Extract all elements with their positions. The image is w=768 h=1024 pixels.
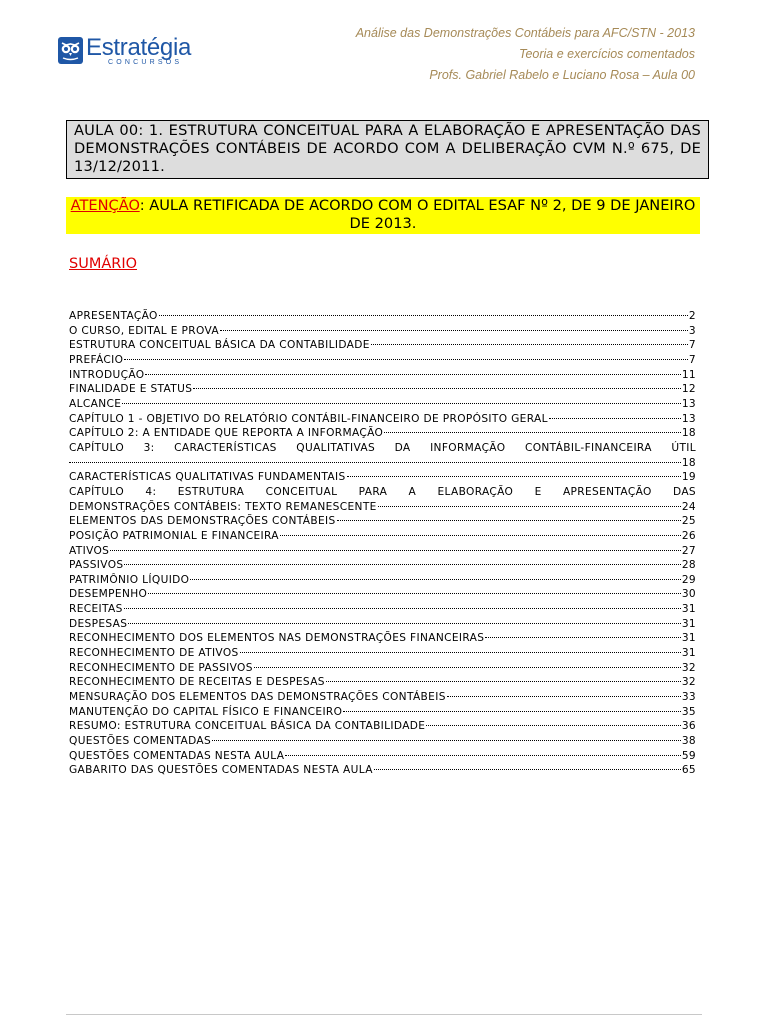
summary-title: SUMÁRIO [69,256,138,272]
toc-item[interactable] [69,734,696,749]
toc-item[interactable] [69,602,696,617]
toc-leader-dots [343,711,681,712]
toc-item-title: GABARITO DAS QUESTÕES COMENTADAS NESTA AULA [69,764,373,777]
toc-item-page: 32 [681,676,696,689]
logo-name: Estratégia [86,34,192,61]
toc-item-page: 31 [681,647,696,660]
toc-item[interactable] [69,544,696,559]
toc-item[interactable] [69,719,696,734]
toc-leader-dots [190,579,680,580]
toc-item-page: 7 [688,339,696,352]
toc-item-title: ELEMENTOS DAS DEMONSTRAÇÕES CONTÁBEIS [69,515,336,528]
owl-icon [58,37,83,64]
toc-item-title: ESTRUTURA CONCEITUAL BÁSICA DA CONTABILIDADE [69,339,370,352]
header-authors: Profs. Gabriel Rabelo e Luciano Rosa – Aula 00 [429,68,695,82]
toc-item-page: 36 [681,720,696,733]
toc-item[interactable] [69,617,696,632]
toc-item[interactable] [69,646,696,661]
toc-item-title: RESUMO: ESTRUTURA CONCEITUAL BÁSICA DA CONTABILIDADE [69,720,426,733]
toc-item-title: PREFÁCIO [69,353,124,366]
toc-leader-dots [159,315,688,316]
toc-item[interactable] [69,353,696,368]
toc-item-page: 3 [688,324,696,337]
toc-item[interactable] [69,309,696,324]
toc-item[interactable] [69,470,696,485]
toc-item-title: INTRODUÇÃO [69,368,145,381]
toc-leader-dots [347,476,681,477]
toc-item-title: RECONHECIMENTO DE ATIVOS [69,647,239,660]
toc-leader-dots [326,681,681,682]
toc-leader-dots [447,696,681,697]
toc-leader-dots [240,652,681,653]
toc-item-page: 31 [681,632,696,645]
toc-leader-dots [254,667,681,668]
toc-leader-dots [426,725,680,726]
toc-item-page: 65 [681,764,696,777]
toc-item-title: ATIVOS [69,544,110,557]
toc-item[interactable] [69,368,696,383]
toc-item-page: 38 [681,735,696,748]
toc-item-title: ALCANCE [69,397,122,410]
toc-leader-dots [124,608,681,609]
toc-leader-dots [371,344,688,345]
toc-item-title: QUESTÕES COMENTADAS NESTA AULA [69,749,285,762]
toc-item-page: 12 [681,383,696,396]
toc-item-title: CAPÍTULO 1 - OBJETIVO DO RELATÓRIO CONTÁBIL-FINANCEIRO DE PROPÓSITO GERAL [69,412,548,425]
toc-item-title: RECONHECIMENTO DE PASSIVOS [69,661,253,674]
toc-item[interactable] [69,705,696,720]
footer-divider [66,1014,702,1015]
logo-subtitle: CONCURSOS [108,59,183,66]
toc-item-page: 13 [681,397,696,410]
toc-item[interactable] [69,382,696,397]
toc-leader-dots [549,418,681,419]
toc-item-page: 25 [681,515,696,528]
toc-leader-dots [124,564,680,565]
toc-item-page: 18 [681,456,696,469]
toc-item-title: FINALIDADE E STATUS [69,383,193,396]
toc-leader-dots [110,550,681,551]
toc-item[interactable] [69,661,696,676]
toc-item-title: DESEMPENHO [69,588,148,601]
toc-item-title-line: CAPÍTULO 4: ESTRUTURA CONCEITUAL PARA A ELABORAÇÃO E APRESENTAÇÃO DAS [69,485,696,498]
estrategia-logo [58,36,191,66]
toc-item[interactable] [69,675,696,690]
lesson-title-box: AULA 00: 1. ESTRUTURA CONCEITUAL PARA A ELABORAÇÃO E APRESENTAÇÃO DAS DEMONSTRAÇÕES CONTÁBEIS DE ACORDO COM A DELIBERAÇÃO CVM N.º 675, DE 13/12/2011. [66,120,709,179]
toc-item-page: 31 [681,603,696,616]
toc-leader-dots [337,520,681,521]
toc-item-page: 31 [681,617,696,630]
toc-item-page: 30 [681,588,696,601]
toc-item-title: RECONHECIMENTO DE RECEITAS E DESPESAS [69,676,325,689]
toc-item-page: 33 [681,691,696,704]
toc-item-page: 7 [688,353,696,366]
toc-item-title: CARACTERÍSTICAS QUALITATIVAS FUNDAMENTAIS [69,471,346,484]
toc-leader-dots [69,462,681,463]
toc-item-page: 27 [681,544,696,557]
toc-item[interactable] [69,573,696,588]
toc-item-page: 11 [681,368,696,381]
toc-leader-dots [128,623,680,624]
toc-item[interactable] [69,749,696,764]
toc-item[interactable] [69,514,696,529]
toc-item-page: 59 [681,749,696,762]
toc-leader-dots [378,506,681,507]
toc-item[interactable] [69,324,696,339]
toc-item[interactable] [69,412,696,427]
toc-item-page: 18 [681,427,696,440]
toc-leader-dots [384,432,681,433]
document-header [356,23,695,86]
toc-leader-dots [193,388,681,389]
toc-item-title: QUESTÕES COMENTADAS [69,735,212,748]
toc-leader-dots [485,637,680,638]
toc-item-title-line: DEMONSTRAÇÕES CONTÁBEIS: TEXTO REMANESCENTE [69,500,377,513]
toc-item-title: CAPÍTULO 2: A ENTIDADE QUE REPORTA A INFORMAÇÃO [69,427,384,440]
toc-item[interactable] [69,529,696,544]
toc-leader-dots [122,403,681,404]
header-course-title: Análise das Demonstrações Contábeis para AFC/STN - 2013 [355,26,695,40]
toc-item-page: 28 [681,559,696,572]
toc-item-page: 19 [681,471,696,484]
toc-item-title: APRESENTAÇÃO [69,310,158,322]
toc-item-page: 32 [681,661,696,674]
toc-item-page: 24 [681,500,696,513]
toc-leader-dots [124,359,688,360]
toc-item[interactable] [69,690,696,705]
toc-item-page: 2 [688,310,696,322]
toc-item-page: 26 [681,529,696,542]
toc-item[interactable] [69,558,696,573]
toc-leader-dots [145,374,680,375]
toc-item-title: O CURSO, EDITAL E PROVA [69,324,219,337]
toc-item[interactable] [69,485,696,514]
toc-leader-dots [148,593,681,594]
alert-banner [66,197,700,234]
toc-item-title: MENSURAÇÃO DOS ELEMENTOS DAS DEMONSTRAÇÕES CONTÁBEIS [69,691,446,704]
alert-text: : AULA RETIFICADA DE ACORDO COM O EDITAL ESAF Nº 2, DE 9 DE JANEIRO DE 2013. [139,197,696,232]
toc-item-title: PATRIMÔNIO LÍQUIDO [69,573,190,586]
toc-item[interactable] [69,441,696,470]
toc-item[interactable] [69,397,696,412]
toc-item-title: POSIÇÃO PATRIMONIAL E FINANCEIRA [69,529,279,542]
toc-item-title: MANUTENÇÃO DO CAPITAL FÍSICO E FINANCEIRO [69,705,343,718]
toc-item-title: RECONHECIMENTO DOS ELEMENTOS NAS DEMONSTRAÇÕES FINANCEIRAS [69,632,485,645]
toc-item-title: PASSIVOS [69,559,124,572]
toc-item-title: RECEITAS [69,603,123,616]
toc-item[interactable] [69,338,696,353]
toc-item[interactable] [69,587,696,602]
alert-label: ATENÇÃO [70,197,140,214]
header-course-subtitle: Teoria e exercícios comentados [518,47,695,61]
toc-item-title: DESPESAS [69,617,128,630]
toc-item[interactable] [69,763,696,778]
toc-leader-dots [374,769,681,770]
toc-leader-dots [220,330,688,331]
table-of-contents [69,309,696,778]
toc-item[interactable] [69,426,696,441]
toc-item-page: 35 [681,705,696,718]
toc-item-page: 29 [681,573,696,586]
toc-item-title: CAPÍTULO 3: CARACTERÍSTICAS QUALITATIVAS DA INFORMAÇÃO CONTÁBIL-FINANCEIRA ÚTIL [69,441,696,454]
toc-item-page: 13 [681,412,696,425]
toc-leader-dots [280,535,681,536]
toc-leader-dots [212,740,681,741]
toc-leader-dots [285,755,681,756]
toc-item[interactable] [69,631,696,646]
